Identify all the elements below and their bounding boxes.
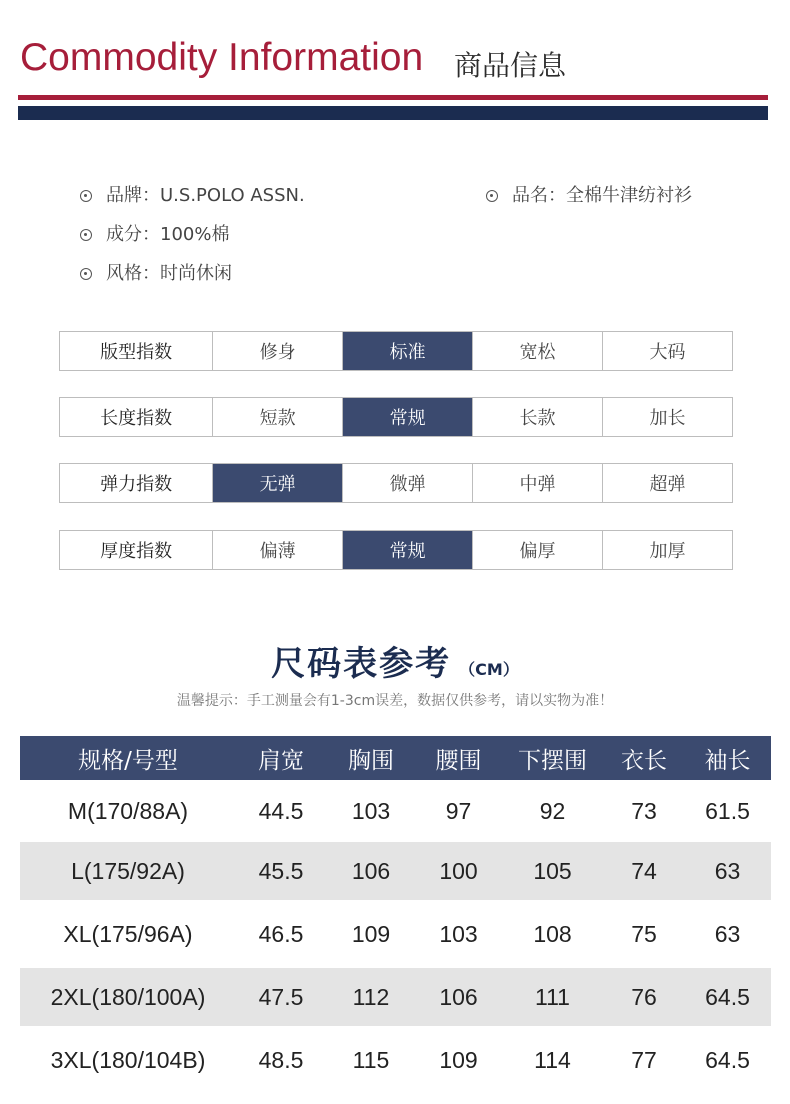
- table-header-cell: 腰围: [435, 747, 482, 774]
- table-cell: 74: [631, 857, 657, 884]
- header-red-stripe: [18, 95, 768, 100]
- index-row: [59, 397, 733, 437]
- info-material: [80, 220, 229, 246]
- page-header: [20, 36, 768, 86]
- table-cell: 97: [445, 797, 472, 824]
- table-cell: 75: [631, 920, 657, 947]
- index-option: 偏薄: [212, 531, 342, 569]
- table-cell: 45.5: [258, 857, 304, 884]
- table-header-cell: 袖长: [704, 747, 751, 774]
- info-brand-text: 品牌：U.S.POLO ASSN.: [106, 185, 305, 206]
- index-label: 弹力指数: [100, 474, 173, 495]
- index-row: [59, 331, 733, 371]
- table-cell: 106: [439, 983, 478, 1010]
- title-english: Commodity Information: [20, 36, 424, 79]
- table-cell: 108: [533, 920, 572, 947]
- table-cell: 77: [631, 1046, 657, 1073]
- table-cell: 48.5: [258, 1046, 304, 1073]
- index-option: 中弹: [472, 464, 602, 502]
- table-row: [20, 842, 771, 900]
- index-label: 版型指数: [100, 342, 173, 363]
- table-cell: 114: [534, 1046, 571, 1073]
- index-option: 大码: [602, 332, 732, 370]
- index-label: 厚度指数: [100, 541, 173, 562]
- index-option: 加长: [602, 398, 732, 436]
- table-cell: 100: [439, 857, 478, 884]
- table-cell: 112: [352, 983, 390, 1010]
- index-option-selected: 无弹: [212, 464, 342, 502]
- index-option-selected: 标准: [342, 332, 472, 370]
- size-chart-heading: 尺码表参考: [271, 644, 452, 684]
- size-chart-title: [0, 636, 790, 685]
- size-chart-unit: （CM）: [459, 660, 519, 679]
- table-row: [20, 900, 771, 968]
- table-header-cell: 下摆围: [518, 747, 587, 774]
- table-header-cell: 规格/号型: [78, 747, 178, 774]
- table-cell: 63: [714, 857, 741, 884]
- table-cell: 3XL(180/104B): [50, 1046, 206, 1073]
- size-table-body: [20, 780, 771, 1094]
- index-row: [59, 463, 733, 503]
- info-style: [80, 259, 232, 285]
- index-option: 超弹: [602, 464, 732, 502]
- table-row: [20, 1026, 771, 1094]
- index-option: 加厚: [602, 531, 732, 569]
- index-option: 宽松: [472, 332, 602, 370]
- index-option: 长款: [472, 398, 602, 436]
- info-product-name: [486, 181, 692, 207]
- table-cell: 109: [351, 920, 391, 947]
- table-cell: 47.5: [258, 983, 304, 1010]
- size-table: [20, 736, 771, 1094]
- table-header-cell: 肩宽: [258, 747, 304, 774]
- table-cell: 44.5: [258, 797, 304, 824]
- table-cell: 106: [351, 857, 391, 884]
- info-style-text: 风格：时尚休闲: [106, 263, 232, 284]
- table-cell: 64.5: [705, 983, 750, 1010]
- index-option-selected: 常规: [342, 398, 472, 436]
- table-cell: 109: [439, 1046, 478, 1073]
- table-cell: 63: [714, 920, 741, 947]
- table-cell: 103: [351, 797, 391, 824]
- table-cell: 103: [439, 920, 478, 947]
- index-row: [59, 530, 733, 570]
- index-option: 偏厚: [472, 531, 602, 569]
- table-cell: 115: [352, 1046, 390, 1073]
- info-brand: [80, 181, 305, 207]
- table-cell: XL(175/96A): [63, 920, 193, 947]
- table-cell: 2XL(180/100A): [50, 983, 206, 1010]
- table-cell: M(170/88A): [67, 797, 189, 824]
- table-row: [20, 780, 771, 842]
- bullet-circle-icon: [80, 229, 92, 241]
- table-cell: 105: [533, 857, 572, 884]
- info-material-text: 成分：100%棉: [106, 224, 230, 245]
- index-option: 修身: [212, 332, 342, 370]
- header-navy-stripe: [18, 106, 768, 120]
- table-row: [20, 968, 771, 1026]
- table-cell: 46.5: [258, 920, 304, 947]
- size-table-header: [20, 736, 771, 780]
- table-cell: 73: [631, 797, 657, 824]
- table-cell: 61.5: [705, 797, 750, 824]
- bullet-circle-icon: [80, 268, 92, 280]
- index-option: 短款: [212, 398, 342, 436]
- index-label: 长度指数: [100, 408, 173, 429]
- table-header-cell: 胸围: [348, 747, 394, 774]
- table-cell: 92: [539, 797, 566, 824]
- table-header-cell: 衣长: [621, 747, 667, 774]
- info-name-text: 品名：全棉牛津纺衬衫: [512, 185, 692, 206]
- table-cell: L(175/92A): [71, 857, 185, 884]
- index-option-selected: 常规: [342, 531, 472, 569]
- table-cell: 76: [631, 983, 657, 1010]
- table-cell: 64.5: [705, 1046, 750, 1073]
- table-cell: 111: [535, 983, 570, 1010]
- bullet-circle-icon: [486, 190, 498, 202]
- bullet-circle-icon: [80, 190, 92, 202]
- index-option: 微弹: [342, 464, 472, 502]
- title-chinese: 商品信息: [454, 49, 567, 82]
- size-chart-tip: 温馨提示：手工测量会有1-3cm误差，数据仅供参考，请以实物为准！: [176, 693, 614, 709]
